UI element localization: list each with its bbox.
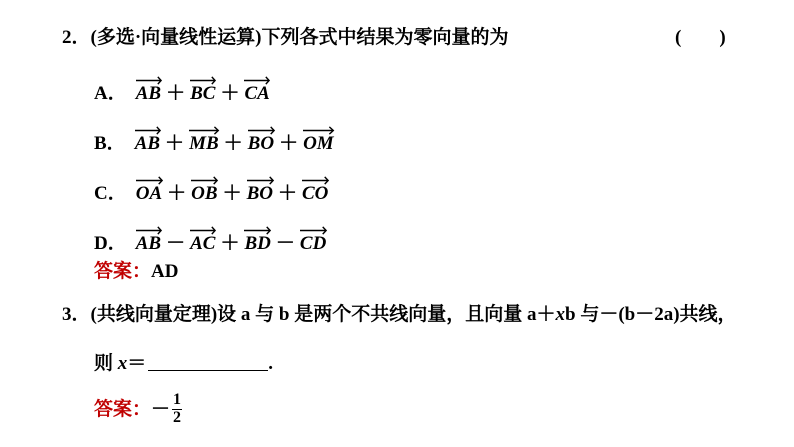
question-3-number: 3．: [62, 304, 91, 325]
answer-sign: －: [151, 398, 171, 420]
question-2-stem: [62, 28, 509, 47]
vector-term: [247, 176, 273, 203]
vector-arrow-icon: [136, 226, 161, 235]
vector-term: [136, 226, 161, 253]
vector-arrow-icon: [190, 76, 215, 85]
answer-fraction: [172, 392, 182, 427]
operator: ＋: [223, 133, 243, 154]
question-3-answer: [94, 392, 182, 427]
option-label: C．: [94, 183, 127, 204]
vector-arrow-icon: [135, 126, 160, 135]
operator: －: [166, 233, 186, 254]
vector-term: [303, 126, 334, 153]
option-label: A．: [94, 83, 127, 104]
vector-letters: OA: [135, 183, 163, 204]
vector-arrow-icon: [189, 126, 219, 135]
vector-term: [302, 176, 328, 203]
operator: ＋: [220, 83, 240, 104]
vector-letters: CD: [299, 233, 327, 254]
question-3-stem: [62, 305, 737, 324]
question-2-number: 2．: [62, 27, 91, 48]
fill-prefix: 则: [94, 353, 118, 374]
operator: ＋: [165, 133, 185, 154]
vector-letters: MB: [189, 133, 219, 154]
fraction-denominator: 2: [173, 408, 182, 426]
vector-term: [136, 76, 161, 103]
vector-term: [191, 176, 217, 203]
vector-arrow-icon: [303, 126, 334, 135]
operator: －: [275, 233, 295, 254]
vector-arrow-icon: [244, 76, 269, 85]
vector-arrow-icon: [244, 226, 270, 235]
fill-blank[interactable]: [148, 353, 268, 371]
operator: ＋: [167, 183, 187, 204]
option-c: [94, 176, 329, 203]
vector-letters: AB: [135, 83, 162, 104]
operator: ＋: [279, 133, 299, 154]
vector-letters: AB: [134, 133, 161, 154]
vector-arrow-icon: [190, 226, 215, 235]
operator: ＋: [166, 83, 186, 104]
fill-equals: ＝: [127, 353, 147, 374]
vector-letters: OB: [191, 183, 218, 204]
vector-arrow-icon: [136, 176, 162, 185]
vector-letters: BC: [190, 83, 216, 104]
fill-period: .: [268, 353, 274, 374]
question-3-text-part1: (共线向量定理)设 a 与 b 是两个不共线向量，且向量 a＋: [90, 304, 556, 325]
vector-letters: OM: [303, 133, 334, 154]
vector-term: [244, 76, 269, 103]
vector-letters: BO: [247, 133, 275, 154]
vector-arrow-icon: [247, 176, 273, 185]
vector-term: [136, 176, 162, 203]
vector-letters: CO: [302, 183, 329, 204]
answer-label-3: 答案：: [94, 398, 152, 420]
vector-letters: AB: [135, 233, 162, 254]
answer-parentheses: ( ): [675, 27, 726, 48]
question-3-text-part2: b 与－(b－2a)共线，: [565, 304, 737, 325]
vector-letters: BD: [244, 233, 271, 254]
operator: ＋: [277, 183, 297, 204]
option-label: B．: [94, 133, 126, 154]
option-b: [94, 126, 335, 153]
question-2-answer: [94, 262, 178, 281]
vector-term: [300, 226, 326, 253]
vector-arrow-icon: [248, 126, 274, 135]
vector-letters: CA: [244, 83, 270, 104]
vector-arrow-icon: [302, 176, 328, 185]
operator: ＋: [222, 183, 242, 204]
vector-term: [248, 126, 274, 153]
fraction-numerator: 1: [173, 391, 182, 408]
vector-letters: BO: [246, 183, 273, 204]
vector-term: [244, 226, 270, 253]
vector-term: [190, 226, 215, 253]
vector-arrow-icon: [191, 176, 217, 185]
vector-arrow-icon: [300, 226, 326, 235]
vector-term: [135, 126, 160, 153]
answer-label: 答案：: [94, 261, 152, 282]
vector-letters: AC: [190, 233, 216, 254]
vector-arrow-icon: [136, 76, 161, 85]
option-label: D．: [94, 233, 127, 254]
option-a: [94, 76, 271, 103]
vector-term: [190, 76, 215, 103]
variable-x: x: [555, 304, 565, 325]
question-3-fill-line: [94, 353, 273, 373]
question-2-text: (多选·向量线性运算)下列各式中结果为零向量的为: [90, 27, 509, 48]
operator: ＋: [220, 233, 240, 254]
option-d: [94, 226, 327, 253]
answer-value: AD: [151, 261, 179, 282]
fill-variable-x: x: [117, 353, 128, 374]
vector-term: [189, 126, 219, 153]
